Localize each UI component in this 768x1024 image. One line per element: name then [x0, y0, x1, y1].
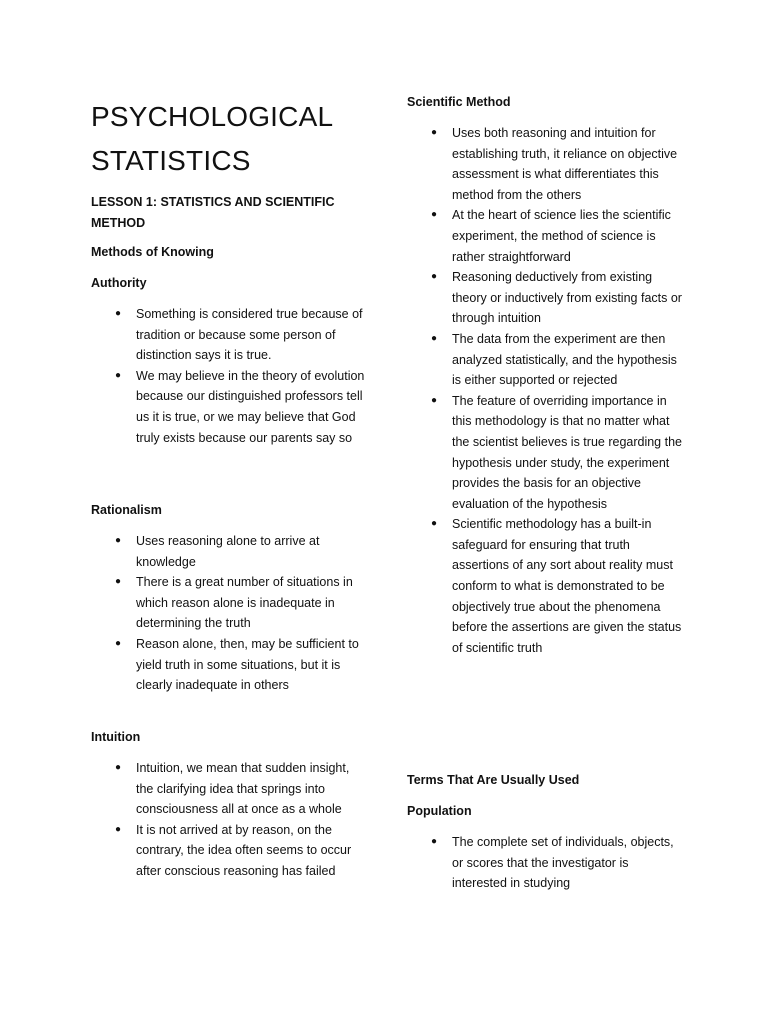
- bullet-icon: ●: [431, 836, 438, 847]
- bullet-icon: ●: [431, 271, 438, 283]
- methods-of-knowing-heading: Methods of Knowing: [91, 245, 214, 259]
- bullet-icon: ●: [431, 209, 438, 221]
- rationalism-heading: Rationalism: [91, 503, 162, 517]
- bullet-icon: ●: [115, 308, 122, 319]
- authority-list: [91, 304, 366, 448]
- document-title-line-2: STATISTICS: [91, 145, 251, 176]
- list-item: [407, 123, 682, 205]
- intuition-list: [91, 758, 366, 882]
- list-item: [407, 391, 682, 515]
- list-item-text: Intuition, we mean that sudden insight, the clarifying idea that springs into consciousness all at once as a whole: [136, 761, 350, 817]
- list-item-text: It is not arrived at by reason, on the contrary, the idea often seems to occur after conscious reasoning has failed: [136, 822, 352, 878]
- document-title-line-1: PSYCHOLOGICAL: [91, 101, 334, 132]
- bullet-icon: ●: [115, 535, 122, 546]
- list-item-text: The complete set of individuals, objects, or scores that the investigator is interested in studying: [452, 835, 674, 891]
- intuition-heading: Intuition: [91, 730, 141, 744]
- bullet-icon: ●: [115, 637, 122, 649]
- list-item-text: The data from the experiment are then analyzed statistically, and the hypothesis is either supported or rejected: [452, 331, 677, 388]
- list-item-text: There is a great number of situations in which reason alone is inadequate in determining the truth: [136, 575, 353, 631]
- list-item-text: At the heart of science lies the scientific experiment, the method of science is rather straightforward: [452, 208, 671, 264]
- population-heading: Population: [407, 804, 472, 818]
- list-item-text: Uses both reasoning and intuition for establishing truth, it reliance on objective assessment is what differentiates this method from the others: [452, 126, 678, 202]
- list-item-text: Reason alone, then, may be sufficient to yield truth in some situations, but it is clearly inadequate in others: [136, 636, 359, 693]
- list-item: [91, 758, 366, 820]
- list-item-text: The feature of overriding importance in this methodology is that no matter what the scientist believes is true regarding the hypothesis under study, the experiment provides the basis for an objective evaluation of the hypothesis: [452, 393, 682, 511]
- list-item-text: Scientific methodology has a built-in safeguard for ensuring that truth assertions of any sort about reality must conform to what is demonstrated to be objectively true about the phenomena before the assertions are given the status of scientific truth: [452, 517, 682, 655]
- bullet-icon: ●: [431, 518, 438, 530]
- bullet-icon: ●: [115, 369, 122, 381]
- list-item: [407, 329, 682, 391]
- bullet-icon: ●: [431, 127, 438, 138]
- list-item: [407, 205, 682, 267]
- authority-heading: Authority: [91, 276, 147, 290]
- scientific-method-heading: Scientific Method: [407, 95, 511, 109]
- list-item: [407, 514, 682, 658]
- population-list: [407, 832, 682, 894]
- bullet-icon: ●: [431, 394, 438, 406]
- rationalism-list: [91, 531, 366, 696]
- list-item: [91, 366, 366, 448]
- bullet-icon: ●: [431, 332, 438, 344]
- bullet-icon: ●: [115, 762, 122, 773]
- list-item: [91, 634, 366, 696]
- list-item: [91, 572, 366, 634]
- bullet-icon: ●: [115, 576, 122, 588]
- list-item-text: We may believe in the theory of evolution because our distinguished professors tell us it is true, or we may believe that God truly exists because our parents say so: [136, 368, 365, 445]
- list-item: [91, 304, 366, 366]
- terms-heading: Terms That Are Usually Used: [407, 773, 580, 787]
- list-item: [91, 531, 366, 572]
- lesson-title: LESSON 1: STATISTICS AND SCIENTIFIC METHOD: [91, 195, 335, 230]
- bullet-icon: ●: [115, 823, 122, 835]
- list-item-text: Uses reasoning alone to arrive at knowledge: [136, 534, 320, 569]
- list-item: [407, 267, 682, 329]
- scientific-method-list: [407, 123, 682, 658]
- list-item: [91, 820, 366, 882]
- document-title: [91, 95, 371, 183]
- list-item: [407, 832, 682, 894]
- list-item-text: Something is considered true because of tradition or because some person of distinction says it is true.: [136, 307, 363, 363]
- list-item-text: Reasoning deductively from existing theory or inductively from existing facts or through intuition: [452, 270, 682, 326]
